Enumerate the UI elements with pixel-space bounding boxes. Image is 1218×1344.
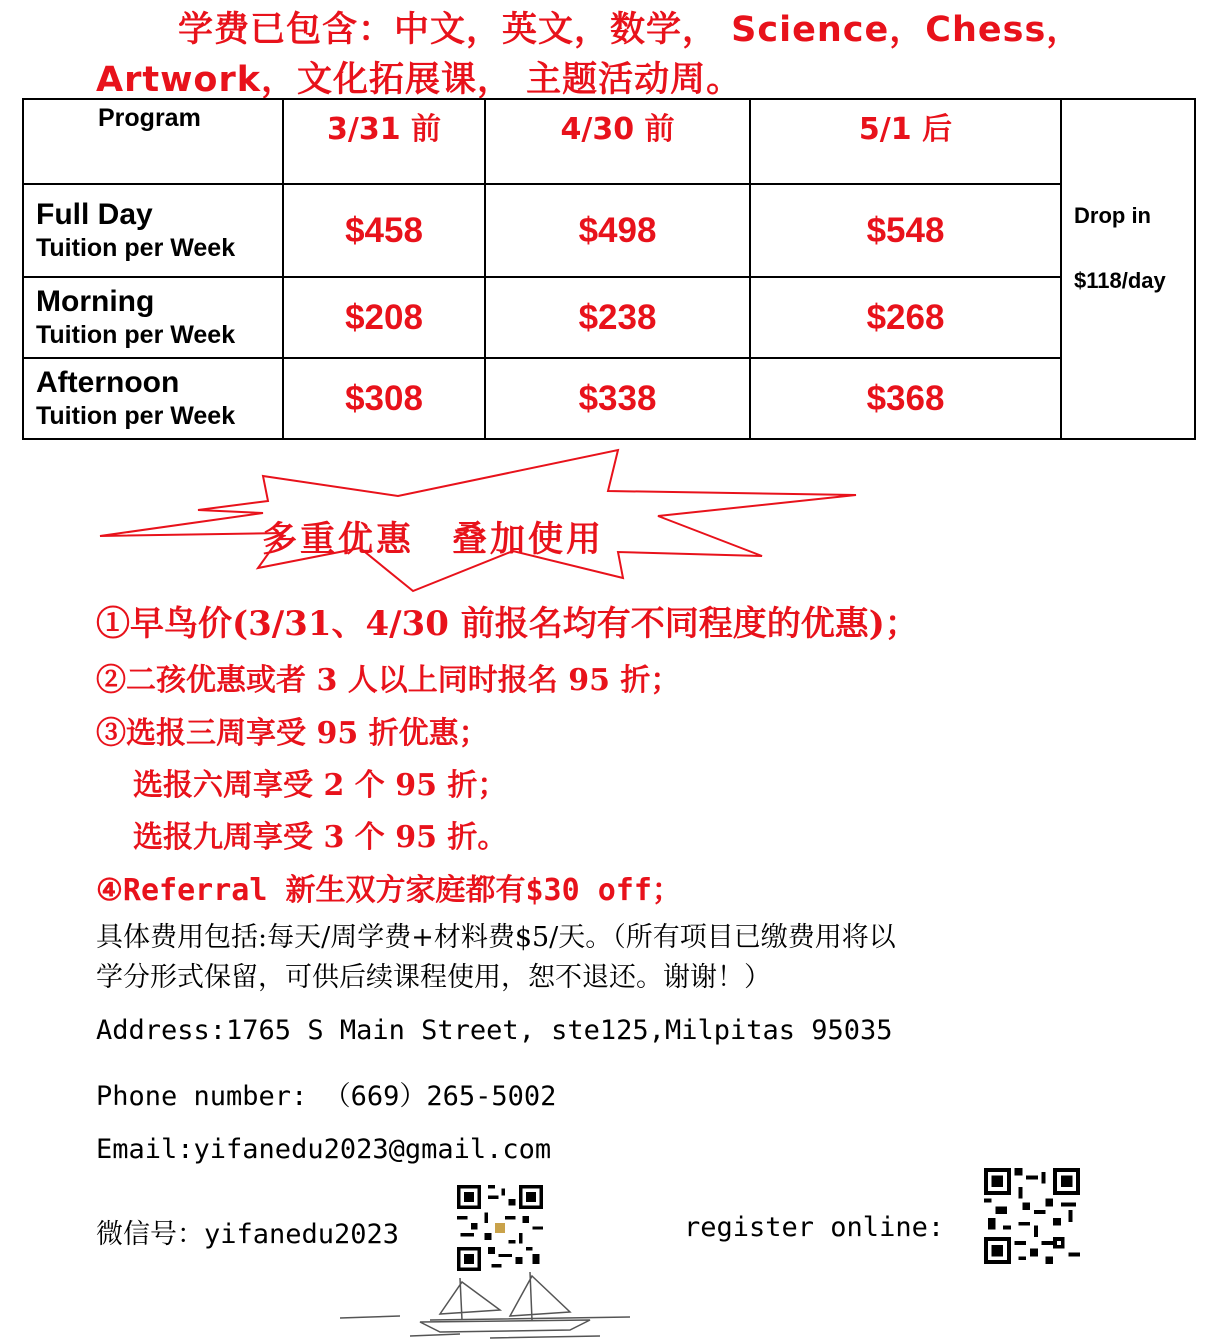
burst-title: 多重优惠 叠加使用 [262,519,605,560]
price-cell: $208 [283,277,485,358]
row-title: Full Day [36,197,153,231]
row-subtitle: Tuition per Week [36,320,236,349]
header-line-1: 学费已包含：中文，英文，数学， Science，Chess， [178,10,1083,50]
table-row [23,358,1195,439]
header-line-2: Artwork，文化拓展课， 主题活动周。 [96,60,743,100]
fee-note-line-2: 学分形式保留，可供后续课程使用，恕不退还。谢谢！） [96,962,771,993]
row-subtitle: Tuition per Week [36,401,236,430]
price-cell: $368 [750,358,1061,439]
table-header-row [23,99,1195,184]
tuition-table [22,98,1196,440]
row-label [23,358,283,439]
row-title: Morning [36,284,155,318]
row-subtitle: Tuition per Week [36,233,236,262]
register-online-label: register online: [684,1212,945,1243]
price-cell: $458 [283,184,485,277]
phone-number: Phone number: （669）265-5002 [96,1081,557,1112]
discount-six-weeks: 选报六周享受 2 个 95 折； [133,768,508,803]
table-row [23,184,1195,277]
price-cell: $268 [750,277,1061,358]
address: Address:1765 S Main Street, ste125,Milpitas 95035 [96,1015,893,1046]
discount-sibling: ②二孩优惠或者 3 人以上同时报名 95 折； [96,663,681,698]
discount-three-weeks: ③选报三周享受 95 折优惠； [96,716,489,751]
discount-nine-weeks: 选报九周享受 3 个 95 折。 [133,820,508,855]
date-header-3: 5/1 后 [750,99,1061,184]
register-qr-code-icon[interactable] [984,1168,1080,1264]
row-title: Afternoon [36,365,180,399]
drop-in-label: Drop in [1074,203,1151,228]
email-address[interactable]: Email:yifanedu2023@gmail.com [96,1134,552,1165]
price-cell: $498 [485,184,750,277]
date-header-2: 4/30 前 [485,99,750,184]
discount-early-bird: ①早鸟价(3/31、4/30 前报名均有不同程度的优惠)； [96,604,919,644]
table-row [23,277,1195,358]
price-cell: $308 [283,358,485,439]
row-label [23,184,283,277]
fee-note-line-1: 具体费用包括:每天/周学费+材料费$5/天。（所有项目已缴费用将以 [96,922,896,953]
discount-referral: ④Referral 新生双方家庭都有$30 off； [96,873,682,908]
price-cell: $548 [750,184,1061,277]
program-header: Program [23,99,283,184]
price-cell: $338 [485,358,750,439]
row-label [23,277,283,358]
wechat-id: 微信号：yifanedu2023 [96,1219,400,1250]
sailboat-sketch-icon [340,1270,640,1344]
wechat-qr-code-icon[interactable] [455,1185,545,1271]
drop-in-cell [1061,99,1195,439]
price-cell: $238 [485,277,750,358]
drop-in-price: $118/day [1074,268,1166,293]
date-header-1: 3/31 前 [283,99,485,184]
